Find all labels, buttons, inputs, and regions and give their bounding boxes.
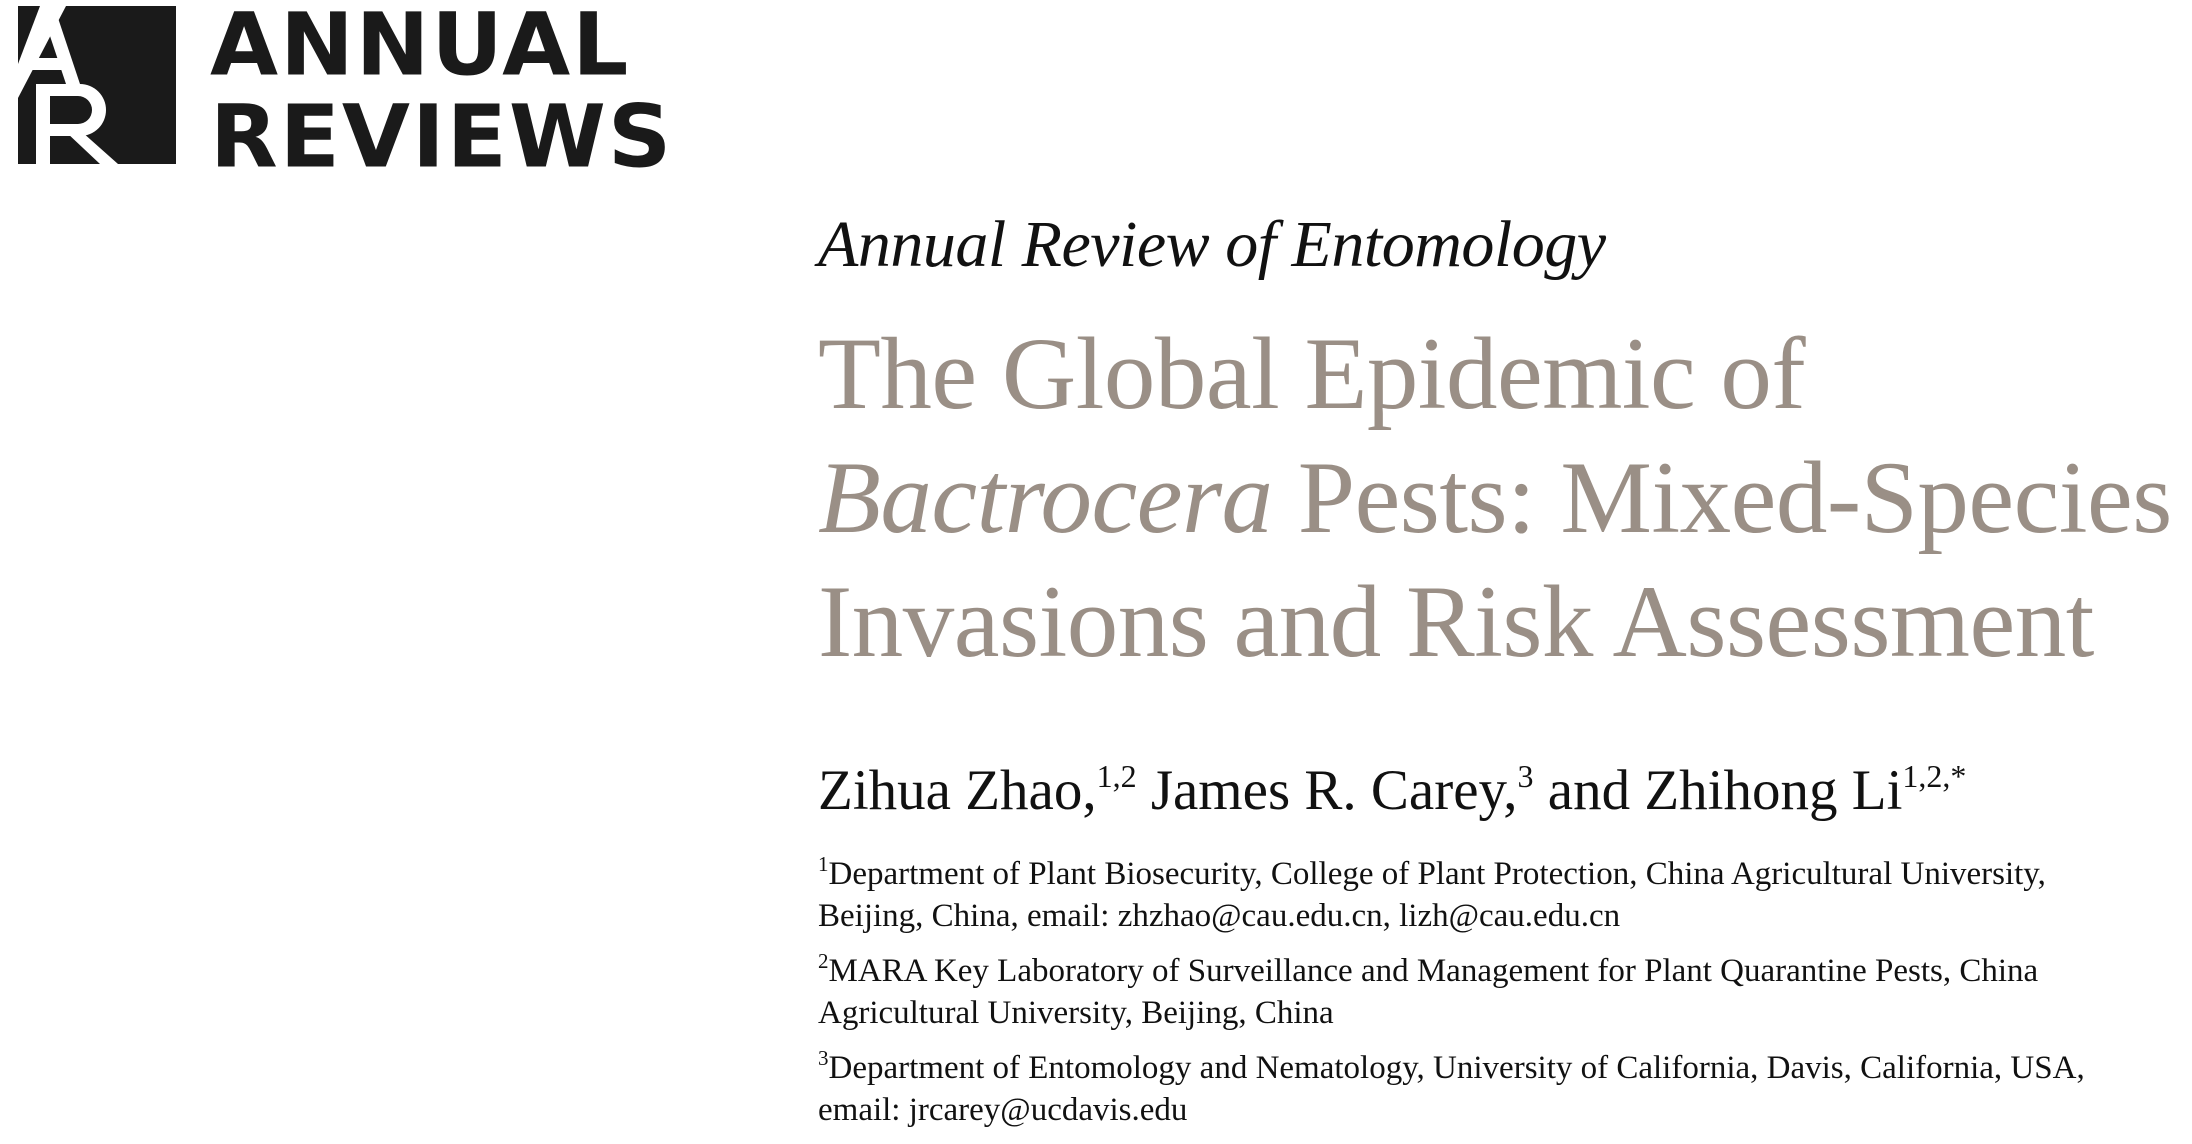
affiliation-list: [818, 853, 2148, 1131]
logo-word-annual: ANNUAL: [210, 0, 631, 96]
title-line-3: Invasions and Risk Assessment: [818, 565, 2094, 679]
affiliation-line: Beijing, China, email: zhzhao@cau.edu.cn, lizh@cau.edu.cn: [818, 897, 1621, 934]
author-name: James R. Carey,: [1136, 759, 1518, 822]
affiliation-line: [818, 853, 2148, 895]
affiliation-text: MARA Key Laboratory of Surveillance and Management for Plant Quarantine Pests, China: [828, 952, 2039, 989]
ar-logo-icon: [18, 6, 176, 164]
title-line-2: [818, 436, 2172, 560]
affiliation-line: [818, 950, 2148, 992]
title-line-1: The Global Epidemic of: [818, 317, 1806, 431]
logo-wordmark: [210, 0, 674, 188]
affiliation-item: [818, 1047, 2148, 1131]
annual-reviews-logo[interactable]: [18, 0, 674, 188]
logo-word-reviews: REVIEWS: [210, 86, 674, 188]
author-affiliation-mark: 1,2,*: [1902, 758, 1967, 794]
affiliation-item: [818, 950, 2148, 1034]
title-line-2-rest: Pests: Mixed-Species: [1272, 441, 2172, 555]
affiliation-text: Department of Plant Biosecurity, College of Plant Protection, China Agricultural University,: [828, 855, 2046, 892]
affiliation-line: Agricultural University, Beijing, China: [818, 994, 1334, 1031]
title-genus-italic: Bactrocera: [818, 441, 1273, 555]
article-title: [818, 312, 2172, 684]
author-name: Zihua Zhao,: [818, 759, 1097, 822]
affiliation-number: 2: [818, 948, 829, 973]
affiliation-line: email: jrcarey@ucdavis.edu: [818, 1091, 1188, 1128]
author-name: and Zhihong Li: [1533, 759, 1903, 822]
affiliation-item: [818, 853, 2148, 937]
article-header: [818, 208, 2172, 1144]
affiliation-number: 3: [818, 1045, 829, 1070]
author-list: [818, 760, 2148, 823]
journal-name: Annual Review of Entomology: [818, 208, 1606, 281]
affiliation-line: [818, 1047, 2148, 1089]
affiliation-number: 1: [818, 851, 829, 876]
affiliation-text: Department of Entomology and Nematology, University of California, Davis, California, USA,: [828, 1049, 2085, 1086]
author-affiliation-mark: 1,2: [1096, 758, 1137, 794]
author-affiliation-mark: 3: [1517, 758, 1534, 794]
